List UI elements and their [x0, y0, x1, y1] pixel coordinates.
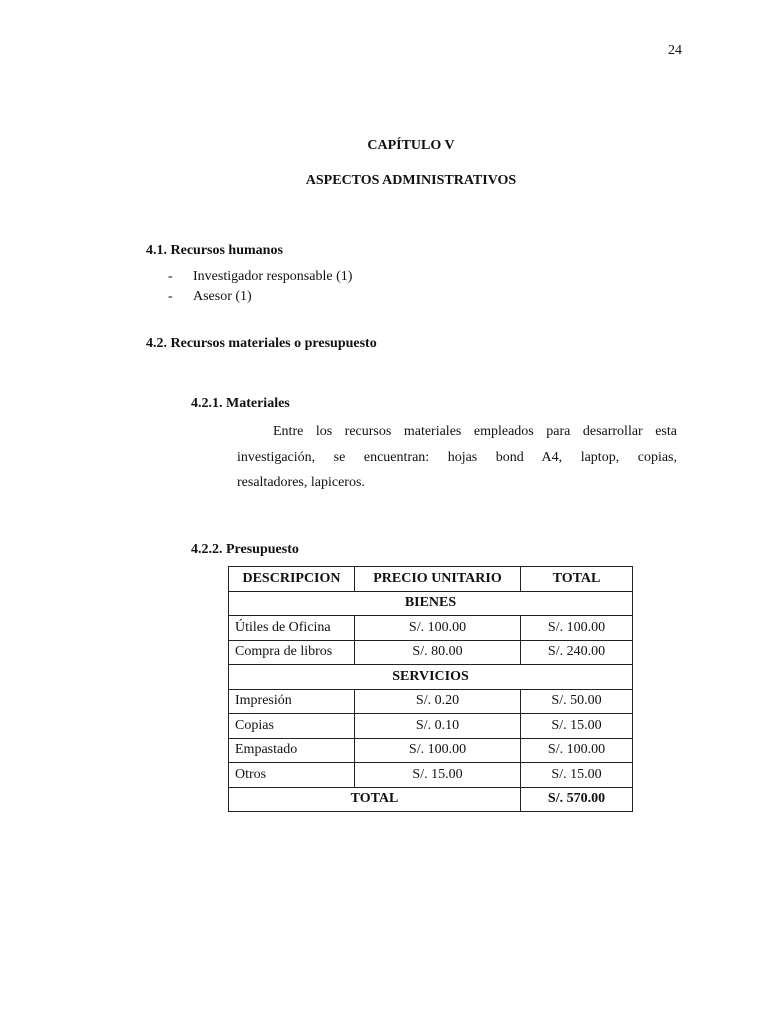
column-header-unit-price: PRECIO UNITARIO	[355, 567, 521, 592]
section-heading-human-resources: 4.1. Recursos humanos	[146, 243, 283, 258]
row-unit-price: S/. 0.20	[355, 689, 521, 714]
table-row	[229, 640, 633, 665]
row-total: S/. 15.00	[521, 714, 633, 739]
row-description: Impresión	[229, 689, 355, 714]
row-unit-price: S/. 15.00	[355, 763, 521, 788]
bullet-dash: -	[168, 289, 173, 304]
list-item	[168, 287, 352, 307]
group-title: BIENES	[229, 591, 633, 616]
chapter-title: ASPECTOS ADMINISTRATIVOS	[305, 173, 517, 188]
row-description: Copias	[229, 714, 355, 739]
row-total: S/. 15.00	[521, 763, 633, 788]
materials-paragraph	[237, 419, 677, 496]
group-title: SERVICIOS	[229, 665, 633, 690]
row-description: Otros	[229, 763, 355, 788]
total-row	[229, 787, 633, 812]
table-row	[229, 763, 633, 788]
row-description: Empastado	[229, 738, 355, 763]
row-unit-price: S/. 80.00	[355, 640, 521, 665]
row-unit-price: S/. 100.00	[355, 616, 521, 641]
chapter-label: CAPÍTULO V	[367, 138, 455, 153]
table-row	[229, 738, 633, 763]
paragraph-line: resaltadores, lapiceros.	[237, 475, 365, 490]
group-row-bienes	[229, 591, 633, 616]
group-row-servicios	[229, 665, 633, 690]
column-header-description: DESCRIPCION	[229, 567, 355, 592]
section-heading-material-resources: 4.2. Recursos materiales o presupuesto	[146, 336, 377, 351]
table-header-row	[229, 567, 633, 592]
bullet-dash: -	[168, 269, 173, 284]
paragraph-line: Entre los recursos materiales empleados para desarrollar esta	[273, 424, 677, 439]
total-value: S/. 570.00	[521, 787, 633, 812]
row-description: Compra de libros	[229, 640, 355, 665]
row-total: S/. 100.00	[521, 616, 633, 641]
table-row	[229, 689, 633, 714]
budget-table	[228, 566, 633, 812]
row-total: S/. 240.00	[521, 640, 633, 665]
paragraph-line: investigación, se encuentran: hojas bond A4, laptop, copias,	[237, 449, 677, 465]
list-item-text: Asesor (1)	[193, 289, 252, 304]
row-total: S/. 100.00	[521, 738, 633, 763]
row-description: Útiles de Oficina	[229, 616, 355, 641]
row-unit-price: S/. 0.10	[355, 714, 521, 739]
table-row	[229, 714, 633, 739]
row-total: S/. 50.00	[521, 689, 633, 714]
row-unit-price: S/. 100.00	[355, 738, 521, 763]
page-number: 24	[668, 43, 682, 58]
subsection-heading-materials: 4.2.1. Materiales	[191, 396, 290, 411]
subsection-heading-budget: 4.2.2. Presupuesto	[191, 542, 299, 557]
human-resources-list	[168, 267, 352, 307]
list-item	[168, 267, 352, 287]
list-item-text: Investigador responsable (1)	[193, 269, 353, 284]
total-label: TOTAL	[229, 787, 521, 812]
column-header-total: TOTAL	[521, 567, 633, 592]
table-row	[229, 616, 633, 641]
